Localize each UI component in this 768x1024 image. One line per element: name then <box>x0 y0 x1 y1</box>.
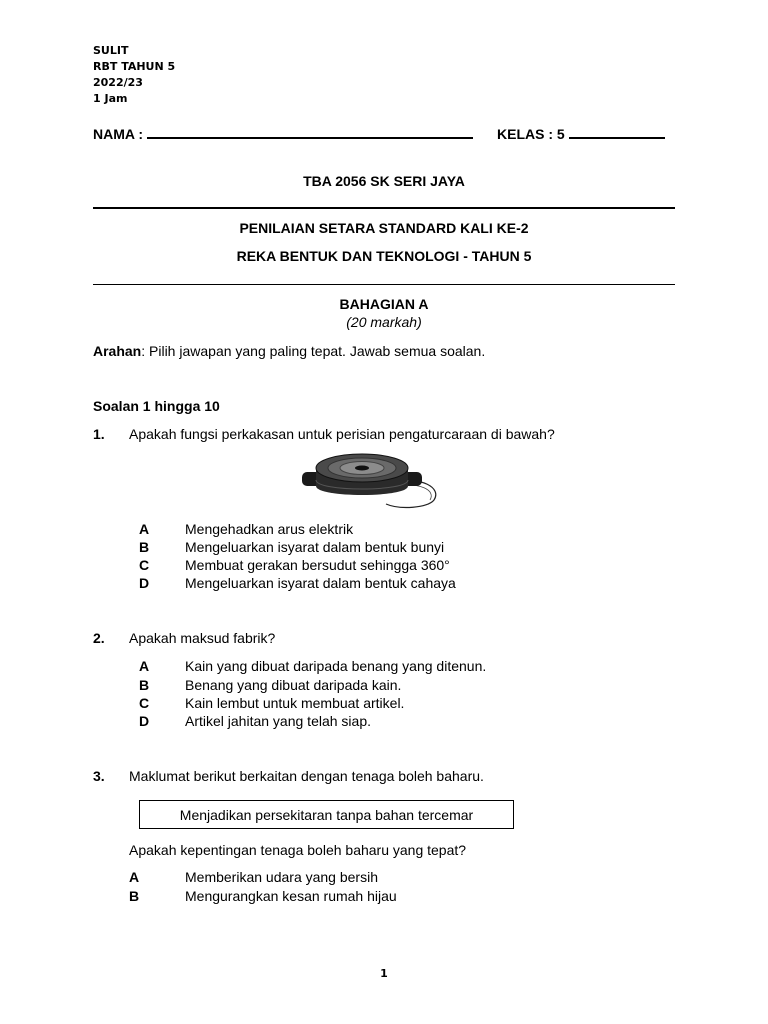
exam-title: PENILAIAN SETARA STANDARD KALI KE-2 <box>239 220 529 236</box>
buzzer-icon <box>302 446 442 512</box>
option-text: Mengurangkan kesan rumah hijau <box>185 888 397 904</box>
option-text: Memberikan udara yang bersih <box>185 869 378 885</box>
option-letter: A <box>139 658 150 674</box>
question-text: Apakah fungsi perkakasan untuk perisian pengaturcaraan di bawah? <box>129 426 555 442</box>
question-text: Apakah maksud fabrik? <box>129 630 276 646</box>
option-text: Kain yang dibuat daripada benang yang ditenun. <box>185 658 487 674</box>
section-marks: (20 markah) <box>346 314 422 330</box>
option-letter: C <box>139 695 150 711</box>
instructions-label: Arahan <box>93 343 142 359</box>
option-letter: B <box>129 888 140 904</box>
instructions-text: : Pilih jawapan yang paling tepat. Jawab semua soalan. <box>141 343 486 359</box>
divider-top <box>93 207 675 209</box>
option-letter: A <box>129 869 140 885</box>
option-letter: B <box>139 539 150 555</box>
divider-bottom <box>93 284 675 285</box>
option-letter: C <box>139 557 150 573</box>
question-text: Maklumat berikut berkaitan dengan tenaga boleh baharu. <box>129 768 484 784</box>
class-label: KELAS : 5 <box>497 126 565 142</box>
question-number: 3. <box>93 768 105 784</box>
class-info <box>497 126 665 142</box>
option-text: Benang yang dibuat daripada kain. <box>185 677 402 693</box>
page-number: 1 <box>380 967 388 980</box>
name-field[interactable] <box>147 127 473 139</box>
instructions <box>93 343 485 359</box>
header-confidential: SULIT <box>93 44 129 57</box>
header-block <box>93 43 175 107</box>
option-text: Membuat gerakan bersudut sehingga 360° <box>185 557 450 573</box>
header-duration: 1 Jam <box>93 92 128 105</box>
questions-range: Soalan 1 hingga 10 <box>93 398 220 414</box>
option-text: Mengehadkan arus elektrik <box>185 521 354 537</box>
sub-question-text: Apakah kepentingan tenaga boleh baharu yang tepat? <box>129 842 467 858</box>
info-box: Menjadikan persekitaran tanpa bahan tercemar <box>139 800 514 829</box>
option-letter: B <box>139 677 150 693</box>
section-title: BAHAGIAN A <box>339 296 429 312</box>
subject-title: REKA BENTUK DAN TEKNOLOGI - TAHUN 5 <box>236 248 532 264</box>
option-letter: A <box>139 521 150 537</box>
option-text: Mengeluarkan isyarat dalam bentuk cahaya <box>185 575 456 591</box>
option-letter: D <box>139 575 150 591</box>
header-subject-code: RBT TAHUN 5 <box>93 60 176 73</box>
header-year: 2022/23 <box>93 76 143 89</box>
question-number: 1. <box>93 426 105 442</box>
name-label: NAMA : <box>93 126 144 142</box>
option-text: Artikel jahitan yang telah siap. <box>185 713 371 729</box>
option-letter: D <box>139 713 150 729</box>
option-text: Kain lembut untuk membuat artikel. <box>185 695 405 711</box>
option-text: Mengeluarkan isyarat dalam bentuk bunyi <box>185 539 445 555</box>
school-name: TBA 2056 SK SERI JAYA <box>303 173 465 189</box>
class-field[interactable] <box>569 127 665 139</box>
question-number: 2. <box>93 630 105 646</box>
student-info-row <box>93 126 473 142</box>
